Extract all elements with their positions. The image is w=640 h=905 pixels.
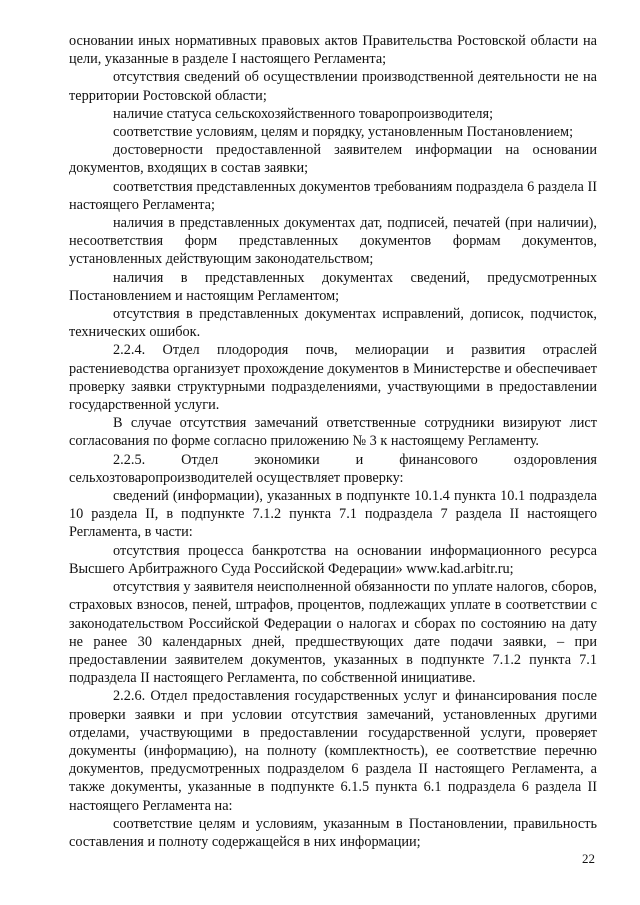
page-number: 22 bbox=[582, 851, 595, 866]
paragraph: достоверности предоставленной заявителем информации на основании документов, входящих в состав заявки; bbox=[69, 142, 597, 177]
paragraph: основании иных нормативных правовых актов Правительства Ростовской области на цели, указанные в разделе I настоящего Регламента; bbox=[69, 33, 597, 68]
paragraph: отсутствия у заявителя неисполненной обязанности по уплате налогов, сборов, страховых взносов, пеней, штрафов, процентов, подлежащих уплате в соответствии с законодательством Российской Федерации о налогах и сборах по состоянию на дату не ранее 30 календарных дней, предшествующих дате подачи заявки, – при предоставлении заявителем документов, указанных в подпункте 7.1.2 пункта 7.1 подраздела II настоящего Регламента, по собственной инициативе. bbox=[69, 579, 597, 687]
paragraph: В случае отсутствия замечаний ответственные сотрудники визируют лист согласования по форме согласно приложению № 3 к настоящему Регламенту. bbox=[69, 415, 597, 450]
paragraph: отсутствия процесса банкротства на основании информационного ресурса Высшего Арбитражного Суда Российской Федерации» www.kad.arbitr.ru; bbox=[69, 542, 597, 577]
paragraph: соответствие целям и условиям, указанным в Постановлении, правильность составления и полноту содержащейся в них информации; bbox=[69, 815, 597, 850]
paragraph: наличие статуса сельскохозяйственного товаропроизводителя; bbox=[113, 105, 494, 122]
section-2-2-5: 2.2.5. Отдел экономики и финансового оздоровления сельхозтоваропроизводителей осуществляет проверку: bbox=[69, 451, 597, 486]
section-2-2-4: 2.2.4. Отдел плодородия почв, мелиорации и развития отраслей растениеводства организует прохождение документов в Министерстве и обеспечивает проверку заявки структурными подразделениями, участвующими в предоставлении государственной услуги. bbox=[69, 342, 597, 414]
paragraph: отсутствия сведений об осуществлении производственной деятельности не на территории Ростовской области; bbox=[69, 69, 597, 104]
paragraph: сведений (информации), указанных в подпункте 10.1.4 пункта 10.1 подраздела 10 раздела II, в подпункте 7.1.2 пункта 7.1 подраздела 7 раздела II настоящего Регламента, в части: bbox=[69, 488, 597, 541]
paragraph: отсутствия в представленных документах исправлений, дописок, подчисток, технических ошибок. bbox=[69, 306, 597, 341]
paragraph: соответствие условиям, целям и порядку, установленным Постановлением; bbox=[113, 124, 574, 141]
paragraph: наличия в представленных документах дат, подписей, печатей (при наличии), несоответствия форм представленных документов формам документов, установленных действующим законодательством; bbox=[69, 215, 597, 268]
body-text bbox=[69, 32, 597, 851]
paragraph: соответствия представленных документов требованиям подраздела 6 раздела II настоящего Регламента; bbox=[69, 178, 597, 213]
paragraph: наличия в представленных документах сведений, предусмотренных Постановлением и настоящим Регламентом; bbox=[69, 269, 597, 304]
section-2-2-6: 2.2.6. Отдел предоставления государственных услуг и финансирования после проверки заявки и при условии отсутствия замечаний, установленных другими отделами, участвующими в предоставлении государственной услуги, проверяет документы (информацию), на полноту (комплектность), ее соответствие перечню документов, предусмотренных подразделом 6 раздела II настоящего Регламента, а также документы, указанные в подпункте 6.1.5 пункта 6.1 подраздела 6 раздела II настоящего Регламента на: bbox=[69, 688, 597, 814]
